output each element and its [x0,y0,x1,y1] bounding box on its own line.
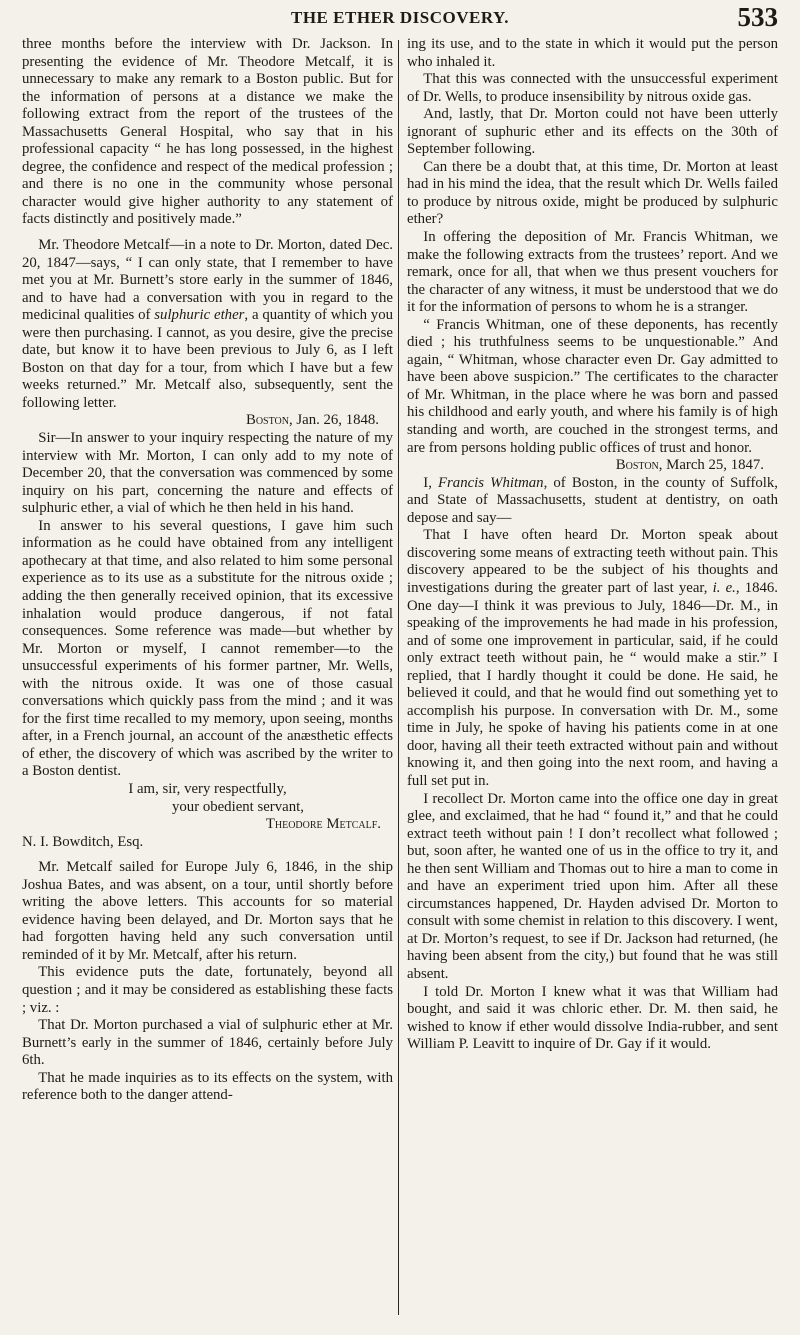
emphasis: i. e. [712,579,736,596]
running-title: THE ETHER DISCOVERY. [290,8,510,27]
paragraph: I recollect Dr. Morton came into the office one day in great glee, and exclaimed, that he had “ found it,” and that he could extract teeth without pain ! I don’t recollect what followed ; but, soon after, he wanted one of us in the office to try it, and he then sent William and Thomas out to hire a man to come in and have an experiment tried upon him. After all these circumstances happened, Dr. Hayden advised Dr. Morton to consult with some chemist in relation to this discovery. I went, at Dr. Morton’s request, to see if Dr. Jackson had returned, (he having been absent from the city,) but found that he was still absent. [407,790,778,982]
paragraph: three months before the interview with Dr. Jackson. In presenting the evidence of Mr. Theodore Metcalf, it is unnecessary to make any remark to a Boston public. But for the information of persons at a distance we make the following extract from the report of the trustees of the Massachusetts General Hospital, who say that in his professional capacity “ he has long possessed, in the highest degree, the confidence and respect of the medical profession ; and there is no one in the community whose personal character would give higher authority to any statement of facts distinctly and positively made.” [22,36,393,228]
paragraph: That I have often heard Dr. Morton speak about discovering some means of extracting teeth without pain. This discovery appeared to be the subject of his thoughts and investigations during the greater part of last year, i. e., 1846. One day—I think it was previous to July, 1846—Dr. M., in speaking of the improvements he had made in his profession, and of some one improvement in particular, said, if he could only extract teeth without pain, he “ would make a stir.” I replied, that I hardly thought it could be done. He said, he believed it could, and that he would find out something yet to accomplish his purpose. In conversation with Dr. M., some time in July, he spoke of having his patients come in at one door, having all their teeth extracted without pain and without knowing it, and then going into the next room, and having a full set put in. [407,527,778,789]
emphasis: Francis Whitman [438,474,544,491]
paragraph: Mr. Theodore Metcalf—in a note to Dr. Morton, dated Dec. 20, 1847—says, “ I can only state, that I remember to have met you at Mr. Burnett’s store early in the summer of 1846, and to have had a conversation with you in regard to the medicinal qualities of sulphuric ether, a quantity of which you were then purchasing. I cannot, as you desire, give the precise date, but know it to have been previous to July 6, as I left Boston on that day for a tour, from which I have but a few weeks returned.” Mr. Metcalf also, subsequently, sent the following letter. [22,237,393,411]
right-column [407,36,778,1054]
paragraph: In offering the deposition of Mr. Francis Whitman, we make the following extracts from the trustees’ report. And we remark, once for all, that when we thus present vouchers for the character of any witness, it must be understood that we do it for the information of persons to whom he is a stranger. [407,229,778,316]
paragraph: That this was connected with the unsuccessful experiment of Dr. Wells, to produce insensibility by nitrous oxide gas. [407,71,778,105]
letter-signature: Theodore Metcalf. [265,816,381,833]
paragraph: Mr. Metcalf sailed for Europe July 6, 1846, in the ship Joshua Bates, and was absent, on a tour, until shortly before writing the above letters. This accounts for so material evidence having been delayed, and Dr. Morton says that he had forgotten having held any such conversation until reminded of it by Mr. Metcalf, after his return. [22,859,393,963]
letter-addressee: N. I. Bowditch, Esq. [22,833,144,850]
paragraph: That he made inquiries as to its effects on the system, with reference both to the danger attend- [22,1069,393,1104]
paragraph: That Dr. Morton purchased a vial of sulphuric ether at Mr. Burnett’s early in the summer of 1846, certainly before July 6th. [22,1017,393,1069]
emphasis: sulphuric ether [154,307,245,324]
paragraph: I, Francis Whitman, of Boston, in the county of Suffolk, and State of Massachusetts, student at dentistry, on oath depose and say— [407,474,778,526]
paragraph: Sir—In answer to your inquiry respecting the nature of my interview with Mr. Morton, I can only add to my note of December 20, that the conversation was commenced by some inquiry on his part, concerning the nature and effects of sulphuric ether, a vial of which he then held in his hand. [22,430,393,517]
deposition-dateline: Boston, March 25, 1847. [615,457,764,474]
column-divider [398,40,399,1315]
paragraph: ing its use, and to the state in which it would put the person who inhaled it. [407,36,778,70]
page-number: 533 [737,2,778,32]
paragraph: I told Dr. Morton I knew what it was that William had bought, and said it was chloric ether. Dr. M. then said, he wished to know if ether would dissolve India-rubber, and sent William P. Leavitt to inquire of Dr. Gay if it would. [407,983,778,1053]
letter-closing: I am, sir, very respectfully, [128,780,287,797]
letter-closing: your obedient servant, [172,798,304,815]
paragraph: “ Francis Whitman, one of these deponents, has recently died ; his truthfulness seems to be unquestionable.” And again, “ Whitman, whose character even Dr. Gay admitted to have been above suspicion.” The certificates to the character of Mr. Whitman, in the place where he was born and passed his childhood and early youth, and where his family is of high standing and worth, are couched in the strongest terms, and are from persons holding public offices of trust and honor. [407,316,778,456]
page-header [22,2,778,32]
paragraph: Can there be a doubt that, at this time, Dr. Morton at least had in his mind the idea, that the result which Dr. Wells failed to produce by nitrous oxide, might be produced by sulphuric ether? [407,158,778,228]
paragraph: In answer to his several questions, I gave him such information as he could have obtained from any intelligent apothecary at that time, and also related to him some personal experience as to its use as a substitute for the nitrous oxide ; adding the then generally received opinion, that its excessive inhalation would produce dangerous, if not fatal consequences. Some reference was made—but whether by Mr. Morton or myself, I cannot remember—to the unsuccessful experiments of his former partner, Mr. Wells, with the nitrous oxide. It was one of those casual conversations which quickly pass from the mind ; and it was for the first time recalled to my memory, upon seeing, months after, in a French journal, an account of the anæsthetic effects of ether, the discovery of which was ascribed by the writer to a Boston dentist. [22,517,393,780]
left-column [22,36,393,1105]
paragraph: And, lastly, that Dr. Morton could not have been utterly ignorant of suphuric ether and its effects on the 30th of September following. [407,106,778,158]
paragraph: This evidence puts the date, fortunately, beyond all question ; and it may be considered as establishing these facts ; viz. : [22,964,393,1016]
letter-dateline: Boston, Jan. 26, 1848. [245,412,379,429]
